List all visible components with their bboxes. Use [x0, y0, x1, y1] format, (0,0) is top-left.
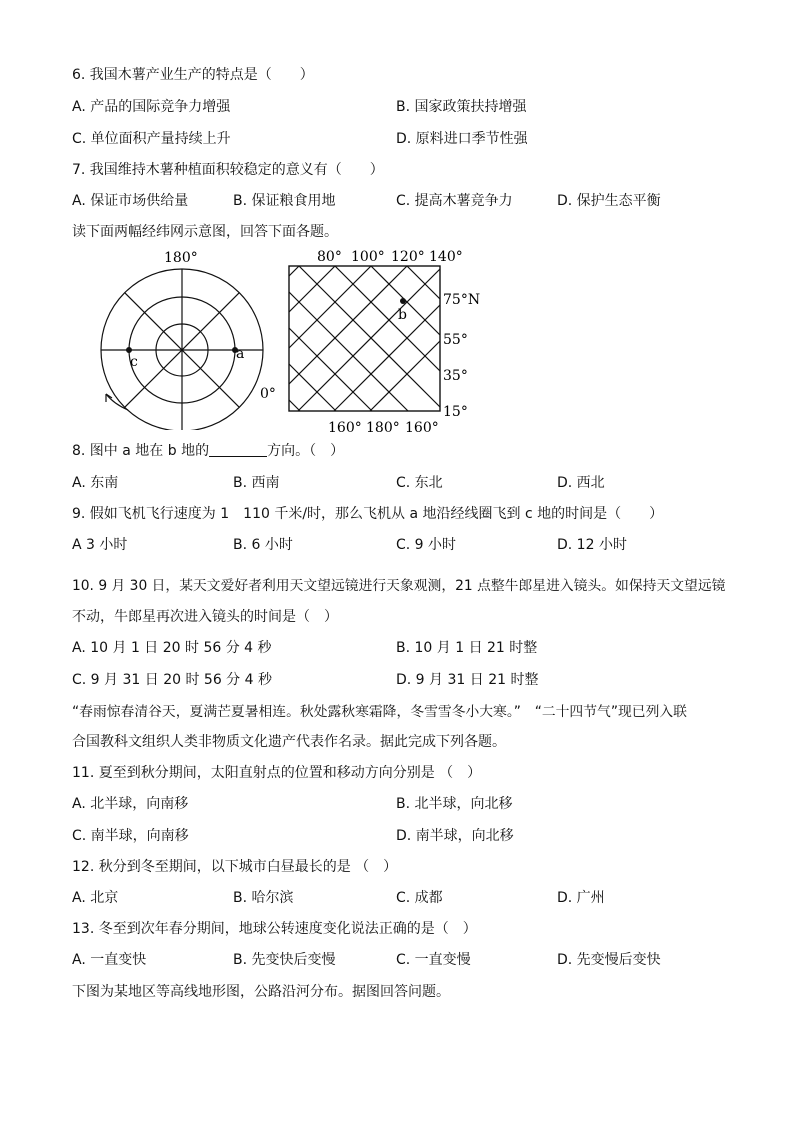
graticule-line: [289, 292, 408, 411]
intro-contour: 下图为某地区等高线地形图，公路沿河分布。据图回答问题。: [72, 984, 450, 1000]
grid-top-label-4: 140°: [429, 249, 463, 265]
q13-option-b: B. 先变快后变慢: [233, 952, 336, 968]
q8-option-d: D. 西北: [557, 475, 605, 491]
q9-option-c: C. 9 小时: [396, 537, 457, 553]
q13-option-c: C. 一直变慢: [396, 952, 471, 968]
grid-right-label-2: 55°: [443, 332, 468, 348]
q10-stem-line1: 10. 9 月 30 日，某天文爱好者利用天文望远镜进行天象观测，21 点整牛郎星进入镜头。如保持天文望远镜: [72, 578, 726, 594]
q13-stem: 13. 冬至到次年春分期间，地球公转速度变化说法正确的是（ ）: [72, 921, 477, 937]
q8-option-a: A. 东南: [72, 475, 119, 491]
grid-right-label-3: 35°: [443, 368, 468, 384]
q12-option-c: C. 成都: [396, 890, 443, 906]
intro-solar-line2: 合国教科文组织人类非物质文化遗产代表作名录。据此完成下列各题。: [72, 734, 506, 750]
q6-option-c: C. 单位面积产量持续上升: [72, 131, 231, 147]
graticule-line: [289, 266, 407, 384]
q8-stem: [72, 441, 344, 461]
q10-option-a: A. 10 月 1 日 20 时 56 分 4 秒: [72, 640, 272, 656]
graticule-line: [289, 266, 335, 312]
q7-option-a: A. 保证市场供给量: [72, 193, 189, 209]
q7-option-d: D. 保护生态平衡: [557, 193, 661, 209]
q9-option-a: A 3 小时: [72, 537, 128, 553]
graticule-line: [289, 266, 371, 348]
grid-right-label-4: 15°: [443, 404, 468, 420]
point-c-label: c: [130, 354, 138, 370]
graticule-line: [289, 400, 300, 411]
q6-stem: 6. 我国木薯产业生产的特点是（ ）: [72, 67, 314, 83]
intro-map: 读下面两幅经纬网示意图，回答下面各题。: [72, 224, 338, 240]
q9-stem: 9. 假如飞机飞行速度为 1 110 千米/时，那么飞机从 a 地沿经线圈飞到 c 地的时间是（ ）: [72, 506, 664, 522]
graticule-line: [298, 269, 440, 411]
graticule-line: [289, 266, 299, 276]
q6-option-a: A. 产品的国际竞争力增强: [72, 99, 231, 115]
grid-top-label-1: 80°: [317, 249, 342, 265]
q9-option-b: B. 6 小时: [233, 537, 293, 553]
graticule-line: [289, 328, 372, 411]
q8-option-c: C. 东北: [396, 475, 443, 491]
q9-option-d: D. 12 小时: [557, 537, 627, 553]
point-a-label: a: [236, 346, 245, 362]
polar-right-label: 0°: [260, 386, 276, 402]
graticule-line: [334, 305, 440, 411]
grid-graticule-figure: [284, 244, 494, 436]
grid-top-label-3: 120°: [391, 249, 425, 265]
q11-option-a: A. 北半球，向南移: [72, 796, 189, 812]
q6-option-d: D. 原料进口季节性强: [396, 131, 528, 147]
q7-option-b: B. 保证粮食用地: [233, 193, 336, 209]
point-b-label: b: [398, 307, 407, 323]
q6-option-b: B. 国家政策扶持增强: [396, 99, 527, 115]
q11-option-c: C. 南半球，向南移: [72, 828, 189, 844]
grid-bottom-label-2: 180°: [366, 420, 400, 436]
q12-option-b: B. 哈尔滨: [233, 890, 294, 906]
polar-top-label: 180°: [164, 250, 198, 266]
q12-option-a: A. 北京: [72, 890, 119, 906]
q10-option-c: C. 9 月 31 日 20 时 56 分 4 秒: [72, 672, 272, 688]
q13-option-a: A. 一直变快: [72, 952, 147, 968]
q10-option-b: B. 10 月 1 日 21 时整: [396, 640, 538, 656]
grid-bottom-label-3: 160°: [405, 420, 439, 436]
q8-stem-after: 方向。（ ）: [267, 443, 345, 459]
q8-answer-blank[interactable]: [209, 442, 267, 457]
graticule-line: [407, 266, 440, 299]
q11-stem: 11. 夏至到秋分期间，太阳直射点的位置和移动方向分别是 （ ）: [72, 765, 482, 781]
intro-solar-line1: “春雨惊春清谷天，夏满芒夏暑相连。秋处露秋寒霜降，冬雪雪冬小大寒。” “二十四节气”现已列入联: [72, 704, 687, 720]
q11-option-d: D. 南半球，向北移: [396, 828, 514, 844]
grid-bottom-label-1: 160°: [328, 420, 362, 436]
q7-option-c: C. 提高木薯竞争力: [396, 193, 513, 209]
q11-option-b: B. 北半球，向北移: [396, 796, 513, 812]
q8-stem-before: 8. 图中 a 地在 b 地的: [72, 443, 210, 459]
q12-stem: 12. 秋分到冬至期间，以下城市白昼最长的是 （ ）: [72, 859, 398, 875]
q7-stem: 7. 我国维持木薯种植面积较稳定的意义有（ ）: [72, 162, 384, 178]
q12-option-d: D. 广州: [557, 890, 605, 906]
q10-option-d: D. 9 月 31 日 21 时整: [396, 672, 539, 688]
grid-right-label-1: 75°N: [443, 292, 481, 308]
q8-option-b: B. 西南: [233, 475, 280, 491]
graticule-line: [370, 341, 440, 411]
polar-graticule-figure: [96, 244, 286, 430]
q10-stem-line2: 不动，牛郎星再次进入镜头的时间是（ ）: [72, 609, 338, 625]
graticule-line: [299, 266, 440, 407]
grid-top-label-2: 100°: [351, 249, 385, 265]
q13-option-d: D. 先变慢后变快: [557, 952, 661, 968]
graticule-line: [289, 364, 336, 411]
